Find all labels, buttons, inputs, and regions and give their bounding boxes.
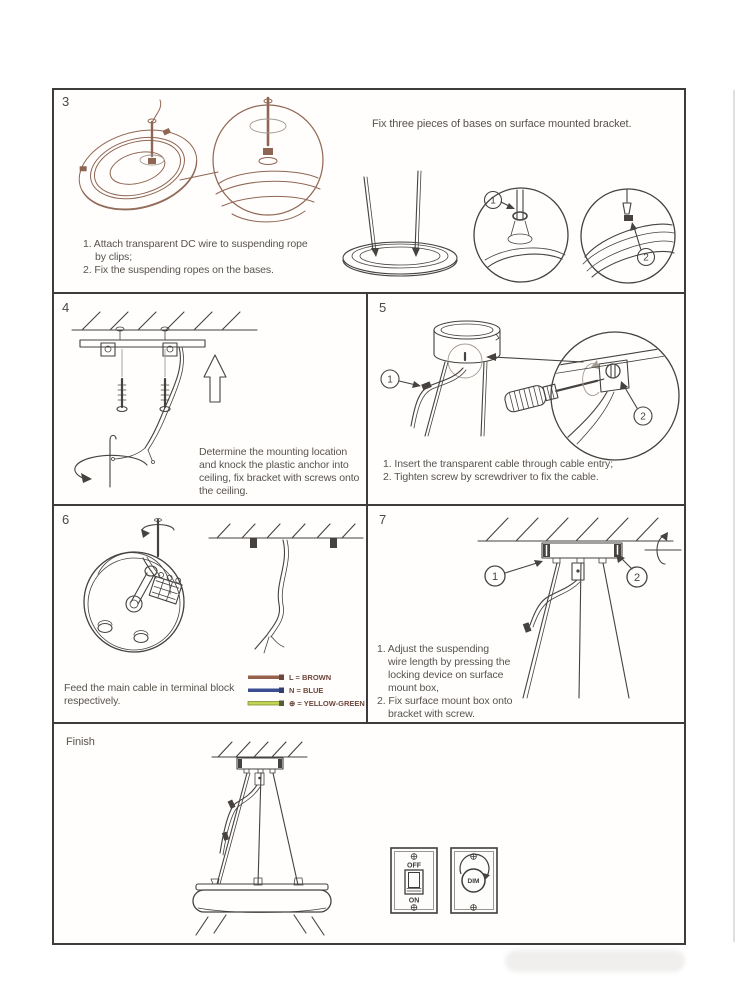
legend-label: L = BROWN <box>289 673 332 682</box>
instruction-line: 1. Adjust the suspending <box>377 643 490 655</box>
panel-step-4 <box>52 292 367 504</box>
brown-wire-swatch <box>248 674 284 681</box>
svg-text:1: 1 <box>387 374 393 386</box>
rotation-arrow-icon <box>75 435 147 487</box>
svg-text:2: 2 <box>640 411 646 423</box>
instruction-line: 1. Attach transparent DC wire to suspending rope <box>83 238 308 250</box>
instruction-line: 2. Tighten screw by screwdriver to fix the cable. <box>383 471 599 483</box>
instruction-line: the ceiling. <box>199 485 248 497</box>
detail-circle-rope-end <box>581 189 675 283</box>
ceiling-icon <box>212 742 307 757</box>
off-label: OFF <box>407 862 421 870</box>
instruction-line: bracket with screw. <box>388 708 475 720</box>
panel-step-5 <box>367 292 686 504</box>
panel-step-7 <box>367 504 686 722</box>
svg-text:1: 1 <box>491 571 499 583</box>
svg-text:2: 2 <box>643 252 649 264</box>
step3-instructions <box>83 238 363 277</box>
step-number: 5 <box>379 300 387 315</box>
mount-box-interior-icon <box>84 552 184 652</box>
instruction-line: 2. Fix surface mount box onto <box>377 695 513 707</box>
lamp-body-icon <box>193 878 331 913</box>
instruction-line: wire length by pressing the <box>388 656 511 668</box>
instruction-line: Determine the mounting location <box>199 446 348 458</box>
dimmer-switch-drawing <box>450 846 498 916</box>
wire-color-legend <box>248 671 365 710</box>
scan-smudge <box>505 950 685 972</box>
finish-label: Finish <box>66 736 95 748</box>
instruction-line: respectively. <box>64 695 121 707</box>
step6-instructions <box>64 682 264 708</box>
detail-circle-cable-entry <box>551 332 679 460</box>
screw-icon <box>117 349 127 412</box>
legend-row-brown <box>248 671 365 684</box>
on-label: ON <box>408 897 420 905</box>
step-number: 4 <box>62 300 70 315</box>
surface-mount-box-icon <box>237 758 283 785</box>
panel-finish <box>52 722 686 945</box>
step-number: 7 <box>379 512 387 527</box>
step5-instructions <box>383 458 673 484</box>
instruction-line: 1. Insert the transparent cable through cable entry; <box>383 458 614 470</box>
step3-caption: Fix three pieces of bases on surface mounted bracket. <box>372 118 632 130</box>
instruction-line: and knock the plastic anchor into <box>199 459 349 471</box>
suspending-wires-icon <box>217 773 298 885</box>
step-number: 6 <box>62 512 70 527</box>
callout-1-badge <box>381 370 421 388</box>
detail-circle-clip <box>474 188 568 282</box>
screw-icon <box>411 854 417 860</box>
arrow-left-icon <box>486 353 583 362</box>
svg-text:2: 2 <box>633 572 641 584</box>
callout-1-badge <box>485 560 543 586</box>
screw-rotation-icon <box>141 519 174 557</box>
legend-row-blue <box>248 684 365 697</box>
wires-icon <box>411 362 487 436</box>
legend-row-yellow-green <box>248 697 365 710</box>
instruction-line: 2. Fix the suspending ropes on the bases. <box>83 264 274 276</box>
ceiling-icon <box>478 518 673 541</box>
svg-text:1: 1 <box>490 195 496 207</box>
panel-step-3 <box>52 88 686 292</box>
step-number: 3 <box>62 94 70 109</box>
legend-label: N = BLUE <box>289 686 324 695</box>
step4-instructions <box>199 446 369 498</box>
screw-icon <box>411 905 417 911</box>
suspending-wires-icon <box>523 563 629 698</box>
instruction-line: Feed the main cable in terminal block <box>64 682 235 694</box>
base-with-ropes-drawing <box>340 163 686 292</box>
step7-instructions <box>377 643 537 721</box>
arrow-up-icon <box>204 355 226 402</box>
page-edge-shadow <box>733 90 735 942</box>
instruction-line: mount box, <box>388 682 439 694</box>
screw-icon <box>471 905 477 911</box>
instruction-line: by clips; <box>95 251 133 263</box>
light-rays-icon <box>196 915 324 935</box>
screw-icon <box>160 349 170 412</box>
callout-2-badge <box>620 381 652 425</box>
ceiling-cable-icon <box>209 524 363 653</box>
legend-label: ⊕ = YELLOW-GREEN <box>289 699 365 708</box>
magnifier-detail-circle <box>213 98 323 222</box>
ring-base-icon <box>70 118 206 222</box>
callout-2-badge <box>616 554 647 587</box>
instruction-line: ceiling, fix bracket with screws onto <box>199 472 360 484</box>
instruction-line: locking device on surface <box>388 669 504 681</box>
dim-label: DIM <box>467 878 480 885</box>
onoff-switch-drawing <box>390 846 438 916</box>
mounting-bracket-icon <box>80 327 205 356</box>
rotation-arrow-icon <box>645 532 681 564</box>
panel-step-6 <box>52 504 367 722</box>
